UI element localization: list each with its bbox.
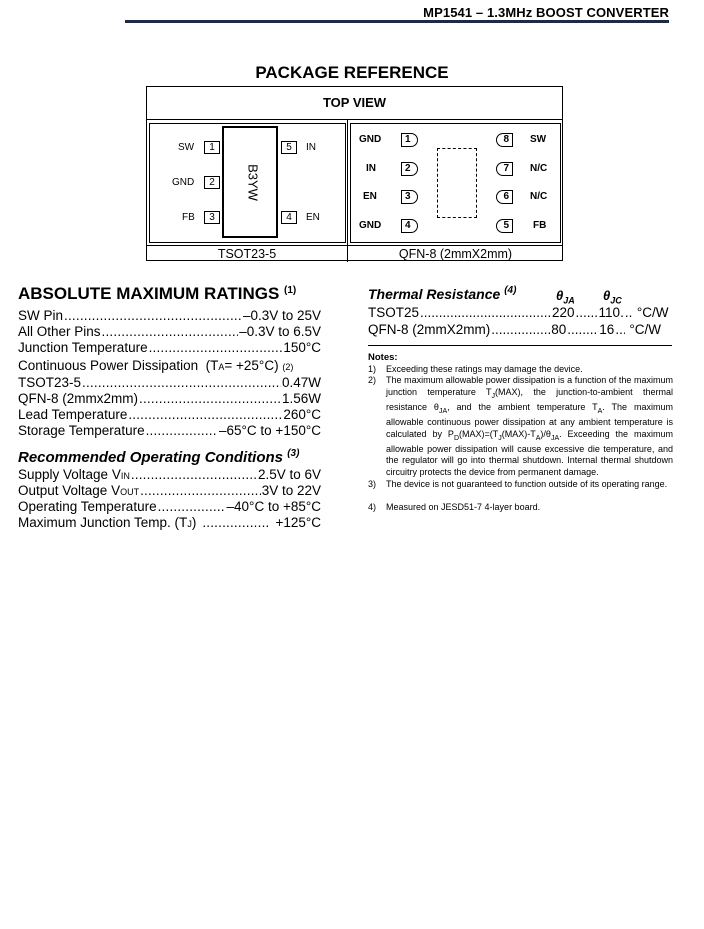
qfn-pin-label: N/C: [530, 191, 548, 202]
qfn-pin-label: SW: [530, 134, 547, 145]
note-item: 4) Measured on JESD51-7 4-layer board.: [368, 502, 541, 512]
qfn-caption: QFN-8 (2mmX2mm): [347, 245, 563, 262]
tsot-pin-label: SW: [178, 142, 195, 153]
qfn-exposed-pad: [437, 148, 477, 218]
qfn-pin-number: 7: [496, 162, 513, 176]
header-rule: [125, 20, 669, 23]
package-reference-title: PACKAGE REFERENCE: [255, 63, 449, 82]
qfn-pin-label: EN: [363, 191, 377, 202]
theta-jc-header: $\theta_{JC}$: [603, 288, 622, 306]
amr-row: All Other Pins ..... –0.3V to 6.5V: [18, 324, 321, 340]
theta-ja-header: $\theta_{JA}$: [556, 288, 575, 306]
qfn-pin-number: 2: [401, 162, 418, 176]
amr-row: Storage Temperature ..... –65°C to +150°C: [18, 423, 321, 439]
qfn-pin-label: FB: [533, 220, 547, 231]
roc-title: Recommended Operating Conditions $^{(3)}$: [18, 448, 300, 466]
tsot-pin-number: 3: [204, 211, 220, 224]
thermal-title: Thermal Resistance $^{(4)}$: [368, 285, 517, 302]
tsot-caption: TSOT23-5: [147, 245, 347, 262]
roc-row: Maximum Junction Temp. (T J ) ..... +125°C: [18, 515, 321, 531]
amr-row: Continuous Power Dissipation (T A = +25°C) (2): [18, 358, 294, 373]
tsot-pin-label: FB: [182, 212, 195, 223]
qfn-pin-label: IN: [366, 163, 376, 174]
notes-rule: [368, 345, 672, 346]
tsot-pin-label: EN: [306, 212, 320, 223]
note-item: 1) Exceeding these ratings may damage the device.: [368, 364, 583, 374]
amr-row: QFN-8 (2mmx2mm) ..... 1.56W: [18, 391, 321, 407]
note-item: 2) The maximum allowable power dissipation is a function of the maximum junction temperature $T_J(MAX)$, the junction-to-ambient thermal resistance $\theta_{JA}$, and the ambient temperature $T_A$. The maximum allowable continuous power dissipation at any ambient temperature is calculated by $P_D(MAX)=(T_J(MAX)-T_A)/\theta_{JA}$. Exceeding the maximum allowable power dissipation will cause excessive die temperature, and the regulator will go into thermal shutdown. Internal thermal shutdown circuitry protects the device from permanent damage.: [368, 375, 674, 477]
qfn-pin-number: 8: [496, 133, 513, 147]
amr-row: Lead Temperature ..... 260°C: [18, 407, 321, 423]
thermal-row: TSOT25 ..... 220 ..... 110. ..... °C/W: [368, 305, 670, 321]
amr-row: SW Pin ..... –0.3V to 25V: [18, 308, 321, 324]
roc-row: Output Voltage V OUT ..... 3V to 22V: [18, 483, 321, 499]
amr-row: Junction Temperature ..... 150°C: [18, 340, 321, 356]
qfn-pin-number: 3: [401, 190, 418, 204]
roc-row: Operating Temperature ..... –40°C to +85°C: [18, 499, 321, 515]
top-view-label: TOP VIEW: [147, 87, 562, 120]
tsot-pin-number: 2: [204, 176, 220, 189]
note-item: 3) The device is not guaranteed to function outside of its operating range.: [368, 479, 668, 489]
qfn-pin-label: GND: [359, 220, 382, 231]
qfn-pin-number: 1: [401, 133, 418, 147]
chip-marking: B3YW: [245, 164, 261, 201]
tsot-pin-label: GND: [172, 177, 195, 188]
qfn-pin-number: 6: [496, 190, 513, 204]
document-header-title: MP1541 – 1.3MHz BOOST CONVERTER: [423, 5, 669, 20]
package-divider: [347, 119, 348, 260]
amr-title: ABSOLUTE MAXIMUM RATINGS $^{(1)}$: [18, 284, 297, 303]
tsot-pin-number: 4: [281, 211, 297, 224]
tsot-pin-label: IN: [306, 142, 316, 153]
qfn-pin-number: 4: [401, 219, 418, 233]
qfn-pin-label: GND: [359, 134, 382, 145]
tsot-pin-number: 5: [281, 141, 297, 154]
qfn-pin-number: 5: [496, 219, 513, 233]
qfn-pin-label: N/C: [530, 163, 548, 174]
amr-row: TSOT23-5 ..... 0.47W: [18, 375, 321, 391]
thermal-row: QFN-8 (2mmX2mm) ..... 80 ..... 16 ..... °C/W: [368, 322, 670, 338]
notes-title: Notes:: [368, 352, 398, 363]
roc-row: Supply Voltage V IN ..... 2.5V to 6V: [18, 467, 321, 483]
tsot-pin-number: 1: [204, 141, 220, 154]
